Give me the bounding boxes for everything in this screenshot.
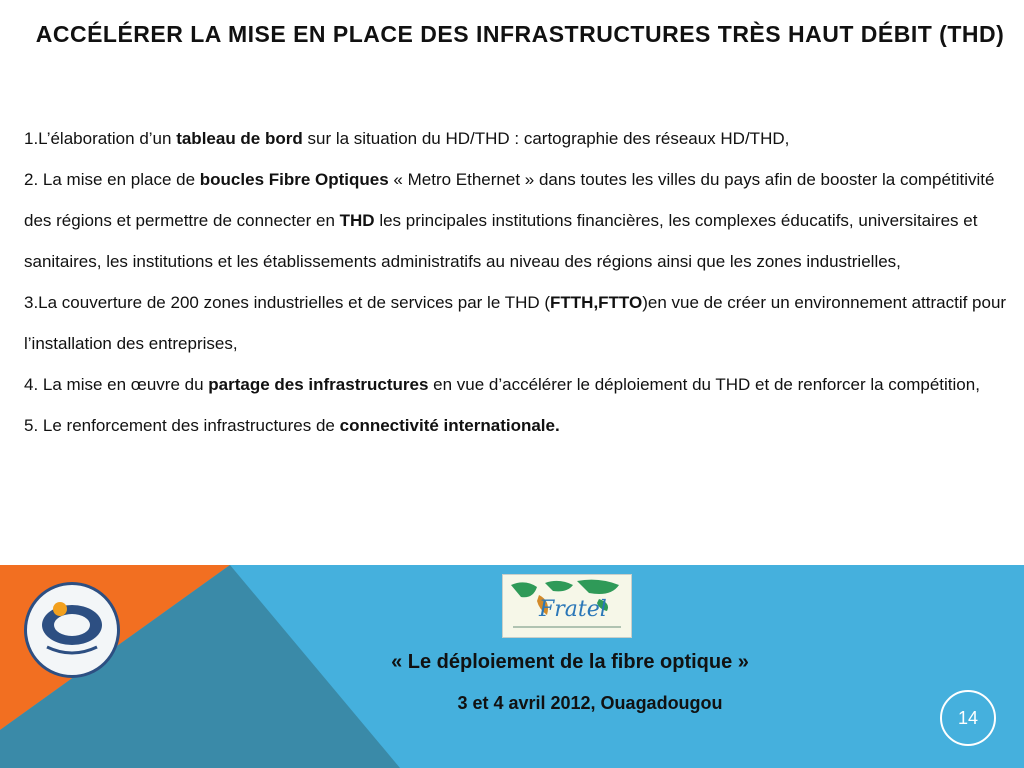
fratel-logo-text: Fratel [539,597,607,622]
list-item: 3.La couverture de 200 zones industrielles et de services par le THD (FTTH,FTTO)en vue de créer un environnement attractif pour l’installation des entreprises, [24,293,1007,353]
dish-icon [27,585,117,675]
arpt-logo [24,582,120,678]
fratel-logo [502,574,632,638]
page-number-badge [940,690,996,746]
footer-band [0,565,1024,768]
event-date: 3 et 4 avril 2012, Ouagadougou [457,693,723,713]
list-item: 2. La mise en place de boucles Fibre Optiques « Metro Ethernet » dans toutes les villes du pays afin de booster la compétitivité des régions et permettre de connecter en THD les principales institutions financières, les complexes éducatifs, universitaires et sanitaires, les institutions et les établissements administratifs au niveau des régions ainsi que les zones industrielles, [24,170,995,271]
list-item: 1.L’élaboration d’un tableau de bord sur la situation du HD/THD : cartographie des réseaux HD/THD, [24,129,790,148]
list-item: 4. La mise en œuvre du partage des infrastructures en vue d’accélérer le déploiement du THD et de renforcer la compétition, [24,375,980,394]
slide-title: ACCÉLÉRER LA MISE EN PLACE DES INFRASTRUCTURES TRÈS HAUT DÉBIT (THD) [35,21,1005,47]
event-title: « Le déploiement de la fibre optique » [391,651,749,673]
page-number: 14 [957,707,979,728]
slide-body [24,118,1009,446]
list-item: 5. Le renforcement des infrastructures de connectivité internationale. [24,416,560,435]
